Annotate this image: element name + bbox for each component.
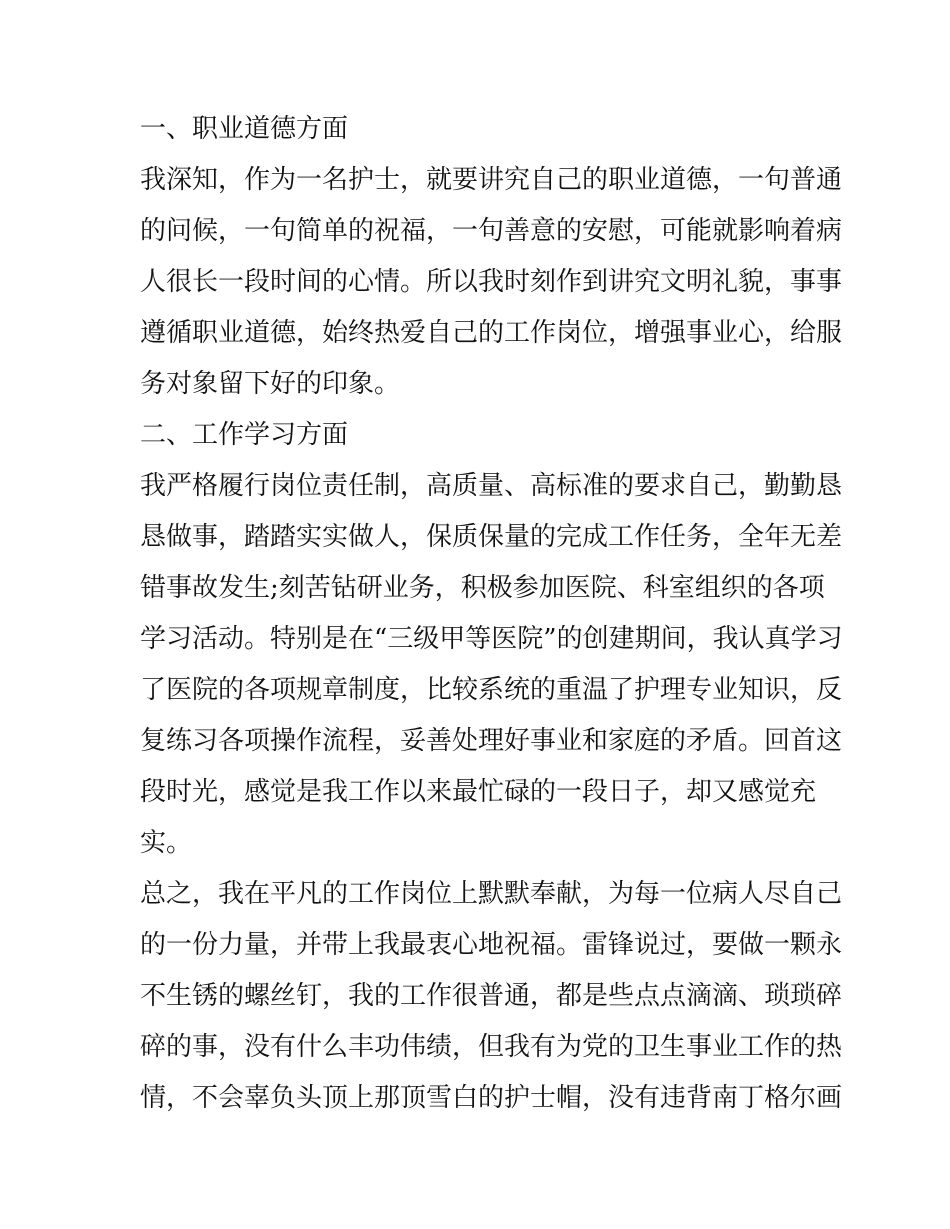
- paragraph-line: 复练习各项操作流程，妥善处理好事业和家庭的矛盾。回首这: [140, 726, 843, 756]
- paragraph-line: 的问候，一句简单的祝福，一句善意的安慰，可能就影响着病: [140, 216, 843, 246]
- paragraph-line: 学习活动。特别是在“三级甲等医院”的创建期间，我认真学习: [140, 624, 843, 654]
- section-heading-professional-ethics: 一、职业道德方面: [140, 114, 349, 144]
- section-heading-work-study: 二、工作学习方面: [140, 420, 349, 450]
- paragraph-line: 了医院的各项规章制度，比较系统的重温了护理专业知识，反: [140, 675, 843, 705]
- paragraph-line: 碎的事，没有什么丰功伟绩，但我有为党的卫生事业工作的热: [140, 1032, 843, 1062]
- paragraph-line: 遵循职业道德，始终热爱自己的工作岗位，增强事业心，给服: [140, 318, 843, 348]
- paragraph-line: 段时光，感觉是我工作以来最忙碌的一段日子，却又感觉充: [140, 777, 817, 807]
- paragraph-line: 情，不会辜负头顶上那顶雪白的护士帽，没有违背南丁格尔画: [140, 1083, 843, 1113]
- paragraph-line: 总之，我在平凡的工作岗位上默默奉献，为每一位病人尽自己: [140, 879, 843, 909]
- paragraph-line: 我严格履行岗位责任制，高质量、高标准的要求自己，勤勤恳: [140, 471, 843, 501]
- paragraph-line: 的一份力量，并带上我最衷心地祝福。雷锋说过，要做一颗永: [140, 930, 843, 960]
- paragraph-line: 不生锈的螺丝钉，我的工作很普通，都是些点点滴滴、琐琐碎: [140, 981, 843, 1011]
- paragraph-line: 务对象留下好的印象。: [140, 369, 401, 399]
- paragraph-line: 人很长一段时间的心情。所以我时刻作到讲究文明礼貌，事事: [140, 267, 843, 297]
- paragraph-line: 恳做事，踏踏实实做人，保质保量的完成工作任务，全年无差: [140, 522, 843, 552]
- paragraph-line: 我深知，作为一名护士，就要讲究自己的职业道德，一句普通: [140, 165, 843, 195]
- paragraph-line: 实。: [140, 828, 193, 858]
- paragraph-line: 错事故发生;刻苦钻研业务，积极参加医院、科室组织的各项: [140, 573, 825, 603]
